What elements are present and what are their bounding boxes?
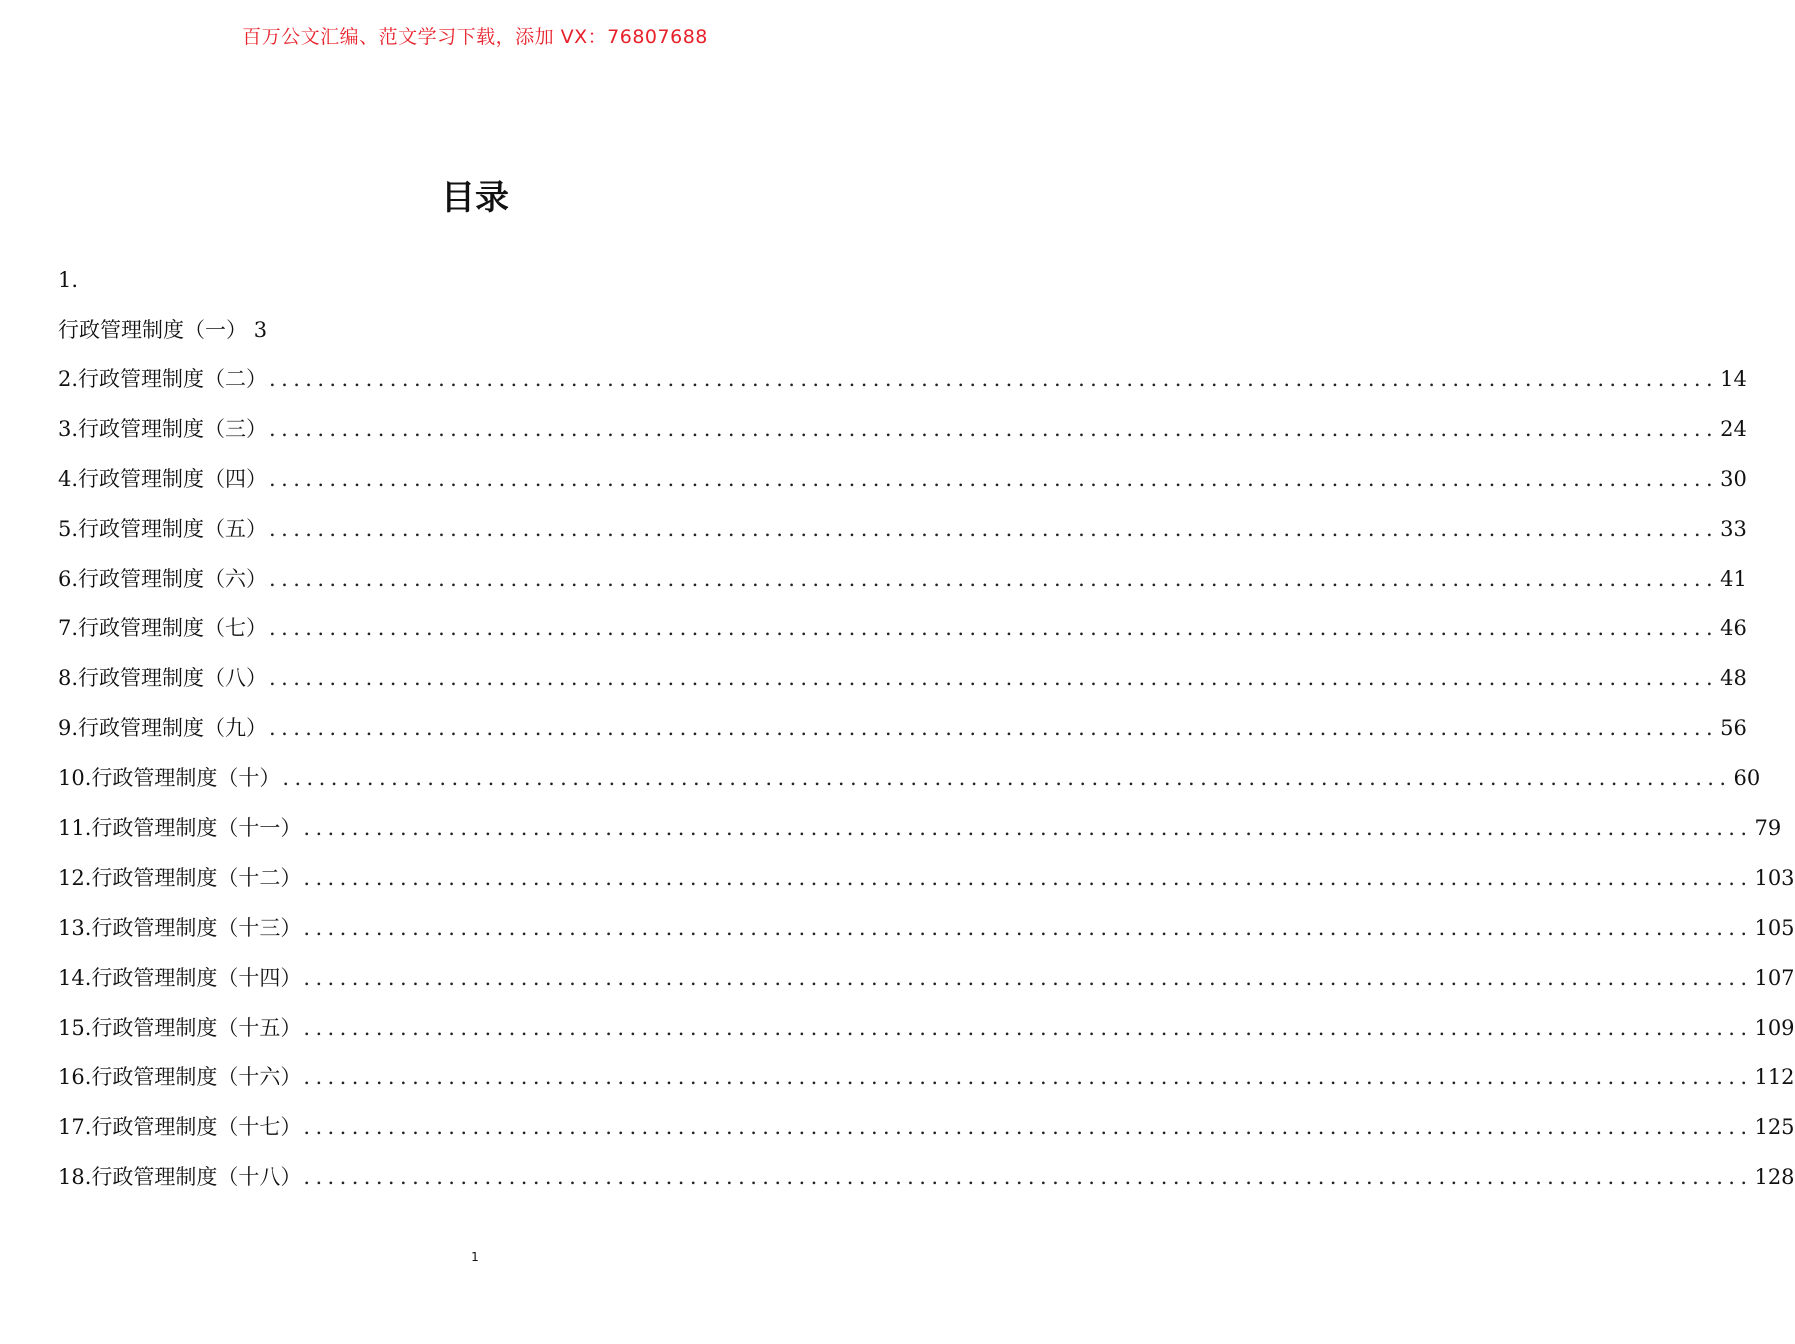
toc-dot-leader: ........................................................................................................................ [303,1165,1753,1190]
toc-entry[interactable] [58,1103,1795,1153]
toc-entry-page: 14 [1720,367,1747,391]
toc-entry-label: 8.行政管理制度（八） [58,666,268,691]
toc-entry-label: 6.行政管理制度（六） [58,566,268,591]
page-number: 1 [471,1250,479,1264]
toc-entry-label: 11.行政管理制度（十一） [58,816,302,841]
toc-entry-page: 48 [1720,666,1747,691]
toc-entry[interactable] [58,405,1747,455]
toc-entry[interactable] [58,704,1747,754]
header-watermark-text: 百万公文汇编、范文学习下载，添加 VX：76807688 [242,26,708,48]
toc-dot-leader: ........................................................................................................................ [303,865,1753,890]
toc-entry[interactable] [58,754,1761,804]
toc-entry[interactable] [58,455,1747,505]
toc-dot-leader: ........................................................................................................................ [269,367,1719,391]
toc-entry-page: 107 [1754,965,1795,990]
toc-dot-leader: ........................................................................................................................ [269,516,1719,541]
toc-entry-label: 2.行政管理制度（二） [58,367,268,391]
toc-entry-page: 24 [1720,416,1747,441]
toc-entry-page: 56 [1720,716,1747,741]
toc-dot-leader: ........................................................................................................................ [303,915,1753,940]
toc-entry-page: 128 [1754,1165,1795,1190]
toc-entry-page: 103 [1754,865,1795,890]
page-title: 目录 [441,178,509,218]
toc-entry-list [58,355,1795,1203]
toc-dot-leader: ........................................................................................................................ [303,965,1753,990]
toc-entry-page: 79 [1754,816,1782,841]
toc-entry-label: 10.行政管理制度（十） [58,766,281,791]
toc-entry[interactable] [58,804,1782,854]
toc-entry-1[interactable] [58,305,894,355]
toc-entry[interactable] [58,1004,1795,1054]
toc-entry-label: 15.行政管理制度（十五） [58,1015,302,1040]
toc-entry-page: 105 [1754,915,1795,940]
toc-entry-page: 46 [1720,616,1747,641]
toc-dot-leader: ........................................................................................................................ [282,766,1732,791]
toc-dot-leader: ........................................................................................................................ [269,616,1719,641]
toc-entry[interactable] [58,555,1747,605]
toc-entry-page: 33 [1720,516,1747,541]
toc-entry-page: 30 [1720,466,1747,491]
toc-entry-label: 14.行政管理制度（十四） [58,965,302,990]
toc-dot-leader: ........................................................................................................................ [269,716,1719,741]
toc-dot-leader: ........................................................................................................................ [303,1115,1753,1140]
toc-entry[interactable] [58,1053,1795,1103]
table-of-contents [58,255,1795,1203]
toc-entry-label: 7.行政管理制度（七） [58,616,268,641]
toc-dot-leader: ........................................................................................................................ [303,1065,1753,1090]
toc-dot-leader: ........................................................................................................................ [269,466,1719,491]
toc-entry[interactable] [58,654,1747,704]
toc-entry-page: 125 [1754,1115,1795,1140]
toc-entry-label: 12.行政管理制度（十二） [58,865,302,890]
toc-entry-label: 3.行政管理制度（三） [58,416,268,441]
toc-entry[interactable] [58,505,1747,555]
toc-entry-label: 4.行政管理制度（四） [58,466,268,491]
toc-dot-leader: ........................................................................................................................ [303,816,1753,841]
toc-dot-leader: ........................................................................................................................ [269,666,1719,691]
toc-entry-label: 13.行政管理制度（十三） [58,915,302,940]
toc-entry[interactable] [58,1153,1795,1203]
toc-dot-leader: ........................................................................................................................ [269,566,1719,591]
toc-entry-page: 41 [1720,566,1747,591]
toc-entry[interactable] [58,854,1795,904]
toc-dot-leader: ........................................................................................................................ [269,416,1719,441]
toc-entry-1-page: 3 [253,318,268,342]
toc-entry-label: 18.行政管理制度（十八） [58,1165,302,1190]
toc-entry[interactable] [58,904,1795,954]
toc-entry[interactable] [58,355,1747,405]
toc-entry-page: 112 [1754,1065,1795,1090]
toc-entry-label: 9.行政管理制度（九） [58,716,268,741]
toc-entry-label: 5.行政管理制度（五） [58,516,268,541]
toc-entry-1-number: 1. [58,268,79,292]
toc-dot-leader: ........................................................................................................................ [303,1015,1753,1040]
toc-entry-label: 17.行政管理制度（十七） [58,1115,302,1140]
toc-entry-1-title: 行政管理制度（一） [58,318,247,342]
toc-entry-page: 109 [1754,1015,1795,1040]
toc-entry-label: 16.行政管理制度（十六） [58,1065,302,1090]
toc-entry[interactable] [58,954,1795,1004]
toc-entry[interactable] [58,604,1747,654]
toc-entry-page: 60 [1733,766,1761,791]
